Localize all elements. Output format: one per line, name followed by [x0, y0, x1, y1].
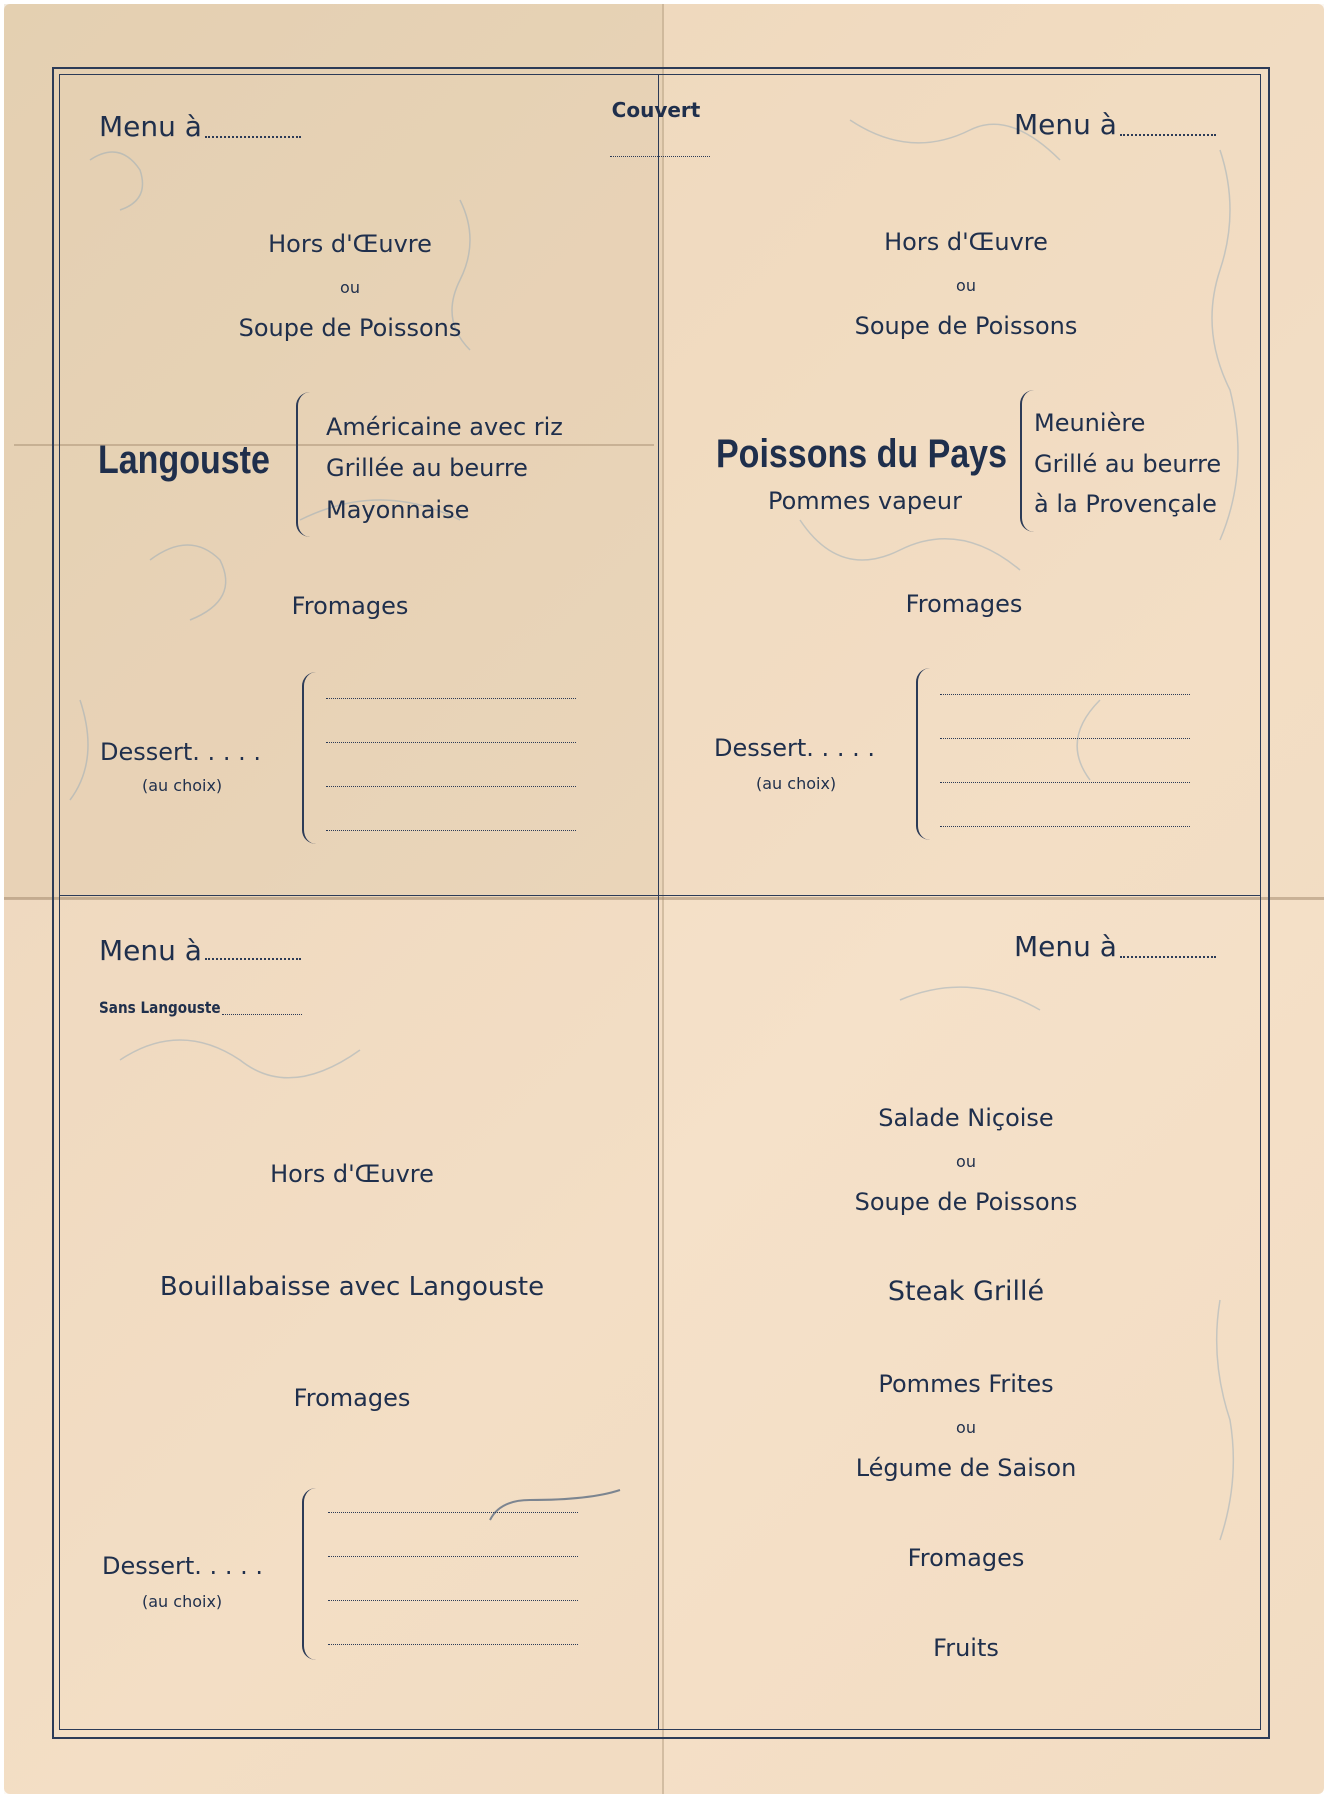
dessert-line-1-bottom-left[interactable] [328, 1512, 578, 1513]
ou-2-bottom-right: ou [956, 1418, 976, 1437]
dessert-line-2-top-left[interactable] [326, 742, 576, 743]
fromages-bottom-left: Fromages [293, 1384, 411, 1412]
menu-name-field-top-left[interactable] [205, 136, 301, 138]
dessert-line-1-top-left[interactable] [326, 698, 576, 699]
dessert-line-2-top-right[interactable] [940, 738, 1190, 739]
dessert-top-right: Dessert. . . . . [714, 734, 875, 762]
fruits-label: Fruits [933, 1634, 999, 1662]
dessert-line-4-top-left[interactable] [326, 830, 576, 831]
langouste-option-1: Américaine avec riz [326, 413, 563, 441]
brace-dessert-top-right [916, 668, 932, 840]
soupe-top-right: Soupe de Poissons [854, 312, 1078, 340]
fromages-bottom-right: Fromages [907, 1544, 1025, 1572]
au-choix-top-right: (au choix) [756, 774, 837, 793]
dessert-bottom-left: Dessert. . . . . [102, 1552, 263, 1580]
steak-grille-title: Steak Grillé [887, 1276, 1045, 1307]
menu-name-field-bottom-left[interactable] [205, 958, 301, 960]
legume-de-saison: Légume de Saison [855, 1454, 1077, 1482]
hors-doeuvre-top-left: Hors d'Œuvre [268, 230, 432, 258]
brace-langouste [296, 392, 312, 537]
brace-dessert-top-left [302, 672, 318, 844]
menu-name-field-bottom-right[interactable] [1120, 956, 1216, 958]
ou-top-left: ou [340, 278, 360, 297]
hors-doeuvre-bottom-left: Hors d'Œuvre [270, 1160, 434, 1188]
soupe-bottom-right: Soupe de Poissons [854, 1188, 1078, 1216]
dessert-line-1-top-right[interactable] [940, 694, 1190, 695]
dessert-line-3-top-right[interactable] [940, 782, 1190, 783]
pommes-frites: Pommes Frites [878, 1370, 1054, 1398]
soupe-top-left: Soupe de Poissons [238, 314, 462, 342]
menu-label-bottom-left: Menu à [99, 934, 202, 967]
menu-label-bottom-right: Menu à [1014, 930, 1117, 963]
brace-dessert-bottom-left [302, 1488, 318, 1660]
sans-langouste-label: Sans Langouste [99, 998, 221, 1017]
ou-top-right: ou [956, 276, 976, 295]
poissons-option-1: Meunière [1034, 409, 1146, 437]
au-choix-top-left: (au choix) [142, 776, 223, 795]
poissons-option-3: à la Provençale [1034, 490, 1217, 518]
sans-langouste-field[interactable] [222, 1014, 302, 1015]
fromages-top-right: Fromages [905, 590, 1023, 618]
dessert-line-4-bottom-left[interactable] [328, 1644, 578, 1645]
menu-label-top-left: Menu à [99, 110, 202, 143]
dessert-line-3-bottom-left[interactable] [328, 1600, 578, 1601]
ou-1-bottom-right: ou [956, 1152, 976, 1171]
fromages-top-left: Fromages [291, 592, 409, 620]
langouste-option-3: Mayonnaise [326, 496, 470, 524]
langouste-option-2: Grillée au beurre [326, 454, 528, 482]
dessert-line-4-top-right[interactable] [940, 826, 1190, 827]
menu-label-top-right: Menu à [1014, 108, 1117, 141]
poissons-option-2: Grillé au beurre [1034, 450, 1222, 478]
au-choix-bottom-left: (au choix) [142, 1592, 223, 1611]
salade-nicoise: Salade Niçoise [878, 1104, 1054, 1132]
dessert-top-left: Dessert. . . . . [100, 738, 261, 766]
hors-doeuvre-top-right: Hors d'Œuvre [884, 228, 1048, 256]
menu-name-field-top-right[interactable] [1120, 134, 1216, 136]
bouillabaisse-title: Bouillabaisse avec Langouste [159, 1272, 545, 1302]
pommes-vapeur-label: Pommes vapeur [768, 487, 962, 515]
couvert-line[interactable] [610, 156, 710, 157]
langouste-title: Langouste [98, 438, 270, 482]
couvert-label: Couvert [611, 98, 701, 122]
dessert-line-2-bottom-left[interactable] [328, 1556, 578, 1557]
poissons-du-pays-title: Poissons du Pays [716, 432, 1007, 476]
dessert-line-3-top-left[interactable] [326, 786, 576, 787]
